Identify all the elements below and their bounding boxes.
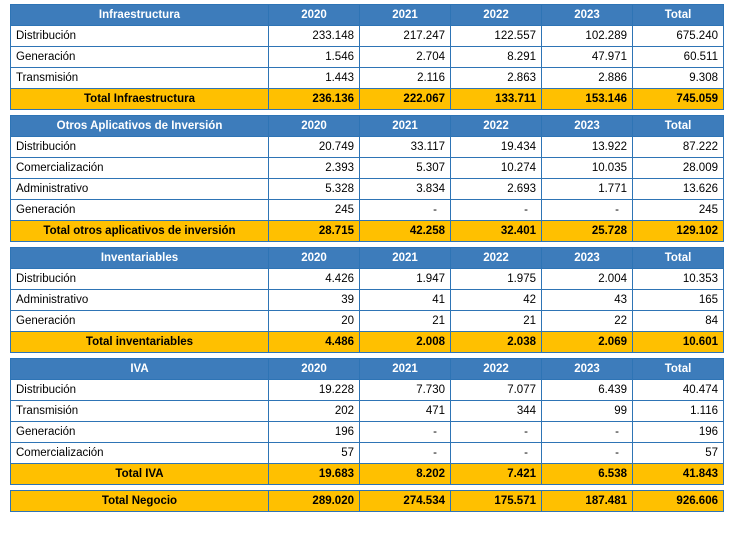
value-cell-2022: 2.038 xyxy=(451,332,542,353)
value-cell-2020: 289.020 xyxy=(269,491,360,512)
row-label: Generación xyxy=(11,311,269,332)
value-cell-2021: - xyxy=(360,443,451,464)
table-row xyxy=(11,137,724,158)
value-cell-2021: 471 xyxy=(360,401,451,422)
row-label: Generación xyxy=(11,47,269,68)
value-cell-2023: 43 xyxy=(542,290,633,311)
table-row xyxy=(11,179,724,200)
column-header-2021: 2021 xyxy=(360,359,451,380)
row-label: Transmisión xyxy=(11,68,269,89)
column-header-2023: 2023 xyxy=(542,5,633,26)
row-label: Generación xyxy=(11,422,269,443)
value-cell-2021: 33.117 xyxy=(360,137,451,158)
value-cell-total: 13.626 xyxy=(633,179,724,200)
value-cell-2022: 19.434 xyxy=(451,137,542,158)
value-cell-2021: 21 xyxy=(360,311,451,332)
value-cell-2021: 2.008 xyxy=(360,332,451,353)
value-cell-2023: 153.146 xyxy=(542,89,633,110)
table-row xyxy=(11,158,724,179)
value-cell-total: 9.308 xyxy=(633,68,724,89)
column-header-total: Total xyxy=(633,359,724,380)
header-row xyxy=(11,116,724,137)
value-cell-2021: 3.834 xyxy=(360,179,451,200)
value-cell-2023: 2.004 xyxy=(542,269,633,290)
value-cell-2022: - xyxy=(451,443,542,464)
table-otros-aplicativos-de-inversion xyxy=(10,115,724,242)
column-header-2022: 2022 xyxy=(451,248,542,269)
value-cell-2023: 2.069 xyxy=(542,332,633,353)
table-title-inventariables: Inventariables xyxy=(11,248,269,269)
column-header-2020: 2020 xyxy=(269,359,360,380)
row-label: Transmisión xyxy=(11,401,269,422)
value-cell-2021: 1.947 xyxy=(360,269,451,290)
row-label: Comercialización xyxy=(11,443,269,464)
row-label: Distribución xyxy=(11,269,269,290)
total-row-negocio xyxy=(11,491,724,512)
value-cell-total: 84 xyxy=(633,311,724,332)
table-row xyxy=(11,269,724,290)
value-cell-2021: 7.730 xyxy=(360,380,451,401)
column-header-2023: 2023 xyxy=(542,359,633,380)
value-cell-total: 60.511 xyxy=(633,47,724,68)
column-header-total: Total xyxy=(633,248,724,269)
row-label: Distribución xyxy=(11,137,269,158)
value-cell-2022: 10.274 xyxy=(451,158,542,179)
table-row xyxy=(11,422,724,443)
table-inventariables xyxy=(10,247,724,353)
table-title-iva: IVA xyxy=(11,359,269,380)
value-cell-2021: 5.307 xyxy=(360,158,451,179)
table-row xyxy=(11,290,724,311)
value-cell-total: 196 xyxy=(633,422,724,443)
tables-root xyxy=(10,4,723,512)
value-cell-2022: 2.693 xyxy=(451,179,542,200)
value-cell-2021: 222.067 xyxy=(360,89,451,110)
value-cell-2020: 1.443 xyxy=(269,68,360,89)
table-row xyxy=(11,26,724,47)
table-row xyxy=(11,401,724,422)
value-cell-total: 926.606 xyxy=(633,491,724,512)
value-cell-2023: 102.289 xyxy=(542,26,633,47)
table-iva xyxy=(10,358,724,485)
total-row-otros-aplicativos-de-inversion xyxy=(11,221,724,242)
value-cell-2020: 20 xyxy=(269,311,360,332)
value-cell-2022: 2.863 xyxy=(451,68,542,89)
total-label: Total Negocio xyxy=(11,491,269,512)
value-cell-2023: 10.035 xyxy=(542,158,633,179)
value-cell-2021: 217.247 xyxy=(360,26,451,47)
value-cell-2023: 6.439 xyxy=(542,380,633,401)
value-cell-2020: 1.546 xyxy=(269,47,360,68)
value-cell-2022: 344 xyxy=(451,401,542,422)
value-cell-2021: 8.202 xyxy=(360,464,451,485)
table-row xyxy=(11,380,724,401)
value-cell-2020: 245 xyxy=(269,200,360,221)
column-header-2021: 2021 xyxy=(360,116,451,137)
value-cell-2020: 236.136 xyxy=(269,89,360,110)
value-cell-2020: 196 xyxy=(269,422,360,443)
column-header-2022: 2022 xyxy=(451,359,542,380)
value-cell-total: 41.843 xyxy=(633,464,724,485)
value-cell-2023: 22 xyxy=(542,311,633,332)
value-cell-2022: - xyxy=(451,422,542,443)
value-cell-2020: 2.393 xyxy=(269,158,360,179)
value-cell-2022: 7.421 xyxy=(451,464,542,485)
value-cell-total: 165 xyxy=(633,290,724,311)
value-cell-2022: 175.571 xyxy=(451,491,542,512)
value-cell-2021: 42.258 xyxy=(360,221,451,242)
row-label: Administrativo xyxy=(11,179,269,200)
value-cell-total: 10.601 xyxy=(633,332,724,353)
table-total-negocio xyxy=(10,490,724,512)
table-row xyxy=(11,47,724,68)
value-cell-total: 10.353 xyxy=(633,269,724,290)
header-row xyxy=(11,5,724,26)
value-cell-2020: 19.228 xyxy=(269,380,360,401)
column-header-2023: 2023 xyxy=(542,116,633,137)
column-header-total: Total xyxy=(633,5,724,26)
value-cell-2021: - xyxy=(360,200,451,221)
row-label: Distribución xyxy=(11,380,269,401)
value-cell-2022: 42 xyxy=(451,290,542,311)
column-header-2020: 2020 xyxy=(269,116,360,137)
value-cell-2021: 2.116 xyxy=(360,68,451,89)
table-row xyxy=(11,443,724,464)
value-cell-2023: - xyxy=(542,200,633,221)
column-header-total: Total xyxy=(633,116,724,137)
value-cell-2020: 4.426 xyxy=(269,269,360,290)
column-header-2023: 2023 xyxy=(542,248,633,269)
value-cell-2021: 2.704 xyxy=(360,47,451,68)
value-cell-2020: 39 xyxy=(269,290,360,311)
value-cell-2022: 7.077 xyxy=(451,380,542,401)
row-label: Distribución xyxy=(11,26,269,47)
table-title-otros-aplicativos-de-inversion: Otros Aplicativos de Inversión xyxy=(11,116,269,137)
value-cell-2020: 233.148 xyxy=(269,26,360,47)
value-cell-2020: 20.749 xyxy=(269,137,360,158)
value-cell-2022: 1.975 xyxy=(451,269,542,290)
total-row-iva xyxy=(11,464,724,485)
value-cell-2022: 8.291 xyxy=(451,47,542,68)
row-label: Administrativo xyxy=(11,290,269,311)
value-cell-2021: - xyxy=(360,422,451,443)
column-header-2022: 2022 xyxy=(451,5,542,26)
value-cell-2023: 2.886 xyxy=(542,68,633,89)
value-cell-2021: 41 xyxy=(360,290,451,311)
table-row xyxy=(11,311,724,332)
table-row xyxy=(11,68,724,89)
column-header-2022: 2022 xyxy=(451,116,542,137)
value-cell-2023: 6.538 xyxy=(542,464,633,485)
value-cell-total: 87.222 xyxy=(633,137,724,158)
total-label: Total IVA xyxy=(11,464,269,485)
value-cell-2022: 32.401 xyxy=(451,221,542,242)
value-cell-total: 245 xyxy=(633,200,724,221)
header-row xyxy=(11,359,724,380)
row-label: Comercialización xyxy=(11,158,269,179)
value-cell-total: 675.240 xyxy=(633,26,724,47)
column-header-2020: 2020 xyxy=(269,248,360,269)
table-row xyxy=(11,200,724,221)
value-cell-2022: - xyxy=(451,200,542,221)
value-cell-total: 129.102 xyxy=(633,221,724,242)
table-title-infraestructura: Infraestructura xyxy=(11,5,269,26)
value-cell-2022: 133.711 xyxy=(451,89,542,110)
value-cell-2023: 13.922 xyxy=(542,137,633,158)
value-cell-2020: 202 xyxy=(269,401,360,422)
table-infraestructura xyxy=(10,4,724,110)
value-cell-2020: 4.486 xyxy=(269,332,360,353)
header-row xyxy=(11,248,724,269)
value-cell-2023: 25.728 xyxy=(542,221,633,242)
value-cell-2023: - xyxy=(542,422,633,443)
value-cell-2020: 19.683 xyxy=(269,464,360,485)
value-cell-2020: 5.328 xyxy=(269,179,360,200)
total-label: Total Infraestructura xyxy=(11,89,269,110)
value-cell-2023: 47.971 xyxy=(542,47,633,68)
value-cell-2023: 1.771 xyxy=(542,179,633,200)
value-cell-2020: 28.715 xyxy=(269,221,360,242)
value-cell-total: 745.059 xyxy=(633,89,724,110)
total-row-infraestructura xyxy=(11,89,724,110)
column-header-2020: 2020 xyxy=(269,5,360,26)
value-cell-2020: 57 xyxy=(269,443,360,464)
total-label: Total inventariables xyxy=(11,332,269,353)
column-header-2021: 2021 xyxy=(360,248,451,269)
row-label: Generación xyxy=(11,200,269,221)
value-cell-total: 1.116 xyxy=(633,401,724,422)
value-cell-total: 40.474 xyxy=(633,380,724,401)
total-label: Total otros aplicativos de inversión xyxy=(11,221,269,242)
value-cell-2022: 122.557 xyxy=(451,26,542,47)
value-cell-total: 28.009 xyxy=(633,158,724,179)
total-row-inventariables xyxy=(11,332,724,353)
value-cell-2021: 274.534 xyxy=(360,491,451,512)
column-header-2021: 2021 xyxy=(360,5,451,26)
value-cell-2023: 187.481 xyxy=(542,491,633,512)
value-cell-2023: - xyxy=(542,443,633,464)
value-cell-2023: 99 xyxy=(542,401,633,422)
value-cell-total: 57 xyxy=(633,443,724,464)
value-cell-2022: 21 xyxy=(451,311,542,332)
